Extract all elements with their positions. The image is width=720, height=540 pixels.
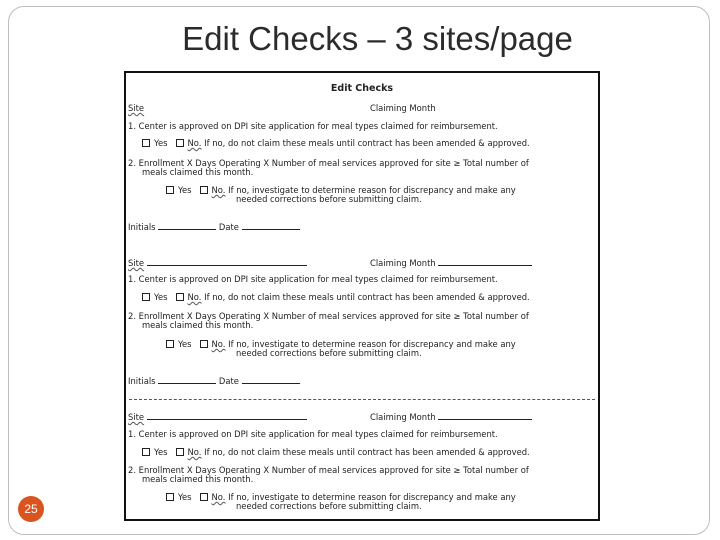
question-2-line-2: meals claimed this month. <box>142 474 254 484</box>
initials-line[interactable] <box>158 221 216 230</box>
site-line[interactable] <box>147 257 307 266</box>
no-label: No. <box>187 138 202 148</box>
question-2-line-2: meals claimed this month. <box>142 320 254 330</box>
initials-line[interactable] <box>158 375 216 384</box>
yes-label: Yes <box>178 185 192 195</box>
date-line[interactable] <box>242 375 300 384</box>
edit-checks-document <box>124 71 600 521</box>
yes-checkbox[interactable] <box>166 340 174 348</box>
document-title: Edit Checks <box>330 83 394 94</box>
page-number-badge: 25 <box>18 496 44 522</box>
site-label: Site <box>128 103 145 113</box>
no-label: No. <box>211 492 226 502</box>
no-instruction-line-2: needed corrections before submitting claim. <box>236 348 422 358</box>
yes-checkbox[interactable] <box>142 293 150 301</box>
question-1: 1. Center is approved on DPI site application for meal types claimed for reimbursement. <box>128 121 498 131</box>
slide-title: Edit Checks – 3 sites/page <box>182 20 573 57</box>
claiming-month-row <box>370 411 532 422</box>
site-row <box>128 411 307 422</box>
claiming-month-label: Claiming Month <box>370 258 436 268</box>
no-instruction: If no, do not claim these meals until contract has been amended & approved. <box>204 447 530 457</box>
question-1-answers <box>142 138 530 148</box>
date-line[interactable] <box>242 221 300 230</box>
date-label: Date <box>218 376 239 386</box>
yes-checkbox[interactable] <box>142 448 150 456</box>
site-row <box>128 257 307 268</box>
no-instruction-line-2: needed corrections before submitting claim. <box>236 501 422 511</box>
site-row <box>128 103 144 113</box>
yes-checkbox[interactable] <box>166 493 174 501</box>
initials-date-row <box>128 221 300 232</box>
question-1: 1. Center is approved on DPI site application for meal types claimed for reimbursement. <box>128 274 498 284</box>
block-separator <box>129 399 595 400</box>
initials-label: Initials <box>128 222 156 232</box>
no-checkbox[interactable] <box>200 186 208 194</box>
yes-checkbox[interactable] <box>166 186 174 194</box>
question-1: 1. Center is approved on DPI site application for meal types claimed for reimbursement. <box>128 429 498 439</box>
no-instruction: If no, do not claim these meals until contract has been amended & approved. <box>204 138 530 148</box>
question-2-line-1: 2. Enrollment X Days Operating X Number of meal services approved for site ≥ Total number of <box>128 465 529 475</box>
no-instruction: If no, investigate to determine reason for discrepancy and make any <box>228 185 516 195</box>
claiming-month-line[interactable] <box>438 257 532 266</box>
site-label: Site <box>128 258 145 268</box>
site-label: Site <box>128 412 145 422</box>
no-label: No. <box>187 447 202 457</box>
no-label: No. <box>187 292 202 302</box>
no-checkbox[interactable] <box>176 139 184 147</box>
yes-label: Yes <box>154 447 168 457</box>
claiming-month-label: Claiming Month <box>370 412 436 422</box>
date-label: Date <box>218 222 239 232</box>
no-label: No. <box>211 185 226 195</box>
no-label: No. <box>211 339 226 349</box>
no-checkbox[interactable] <box>176 448 184 456</box>
question-1-answers <box>142 292 530 302</box>
question-2-line-2: meals claimed this month. <box>142 167 254 177</box>
no-instruction: If no, investigate to determine reason for discrepancy and make any <box>228 339 516 349</box>
claiming-month-row <box>370 103 436 113</box>
yes-label: Yes <box>154 138 168 148</box>
no-checkbox[interactable] <box>176 293 184 301</box>
initials-date-row <box>128 375 300 386</box>
yes-label: Yes <box>178 492 192 502</box>
no-instruction: If no, do not claim these meals until contract has been amended & approved. <box>204 292 530 302</box>
no-instruction: If no, investigate to determine reason for discrepancy and make any <box>228 492 516 502</box>
question-2-line-1: 2. Enrollment X Days Operating X Number of meal services approved for site ≥ Total number of <box>128 158 529 168</box>
yes-checkbox[interactable] <box>142 139 150 147</box>
claiming-month-line[interactable] <box>438 411 532 420</box>
no-checkbox[interactable] <box>200 340 208 348</box>
yes-label: Yes <box>154 292 168 302</box>
yes-label: Yes <box>178 339 192 349</box>
initials-label: Initials <box>128 376 156 386</box>
no-instruction-line-2: needed corrections before submitting claim. <box>236 194 422 204</box>
question-1-answers <box>142 447 530 457</box>
no-checkbox[interactable] <box>200 493 208 501</box>
site-line[interactable] <box>147 411 307 420</box>
claiming-month-label: Claiming Month <box>370 103 436 113</box>
claiming-month-row <box>370 257 532 268</box>
question-2-line-1: 2. Enrollment X Days Operating X Number of meal services approved for site ≥ Total number of <box>128 311 529 321</box>
